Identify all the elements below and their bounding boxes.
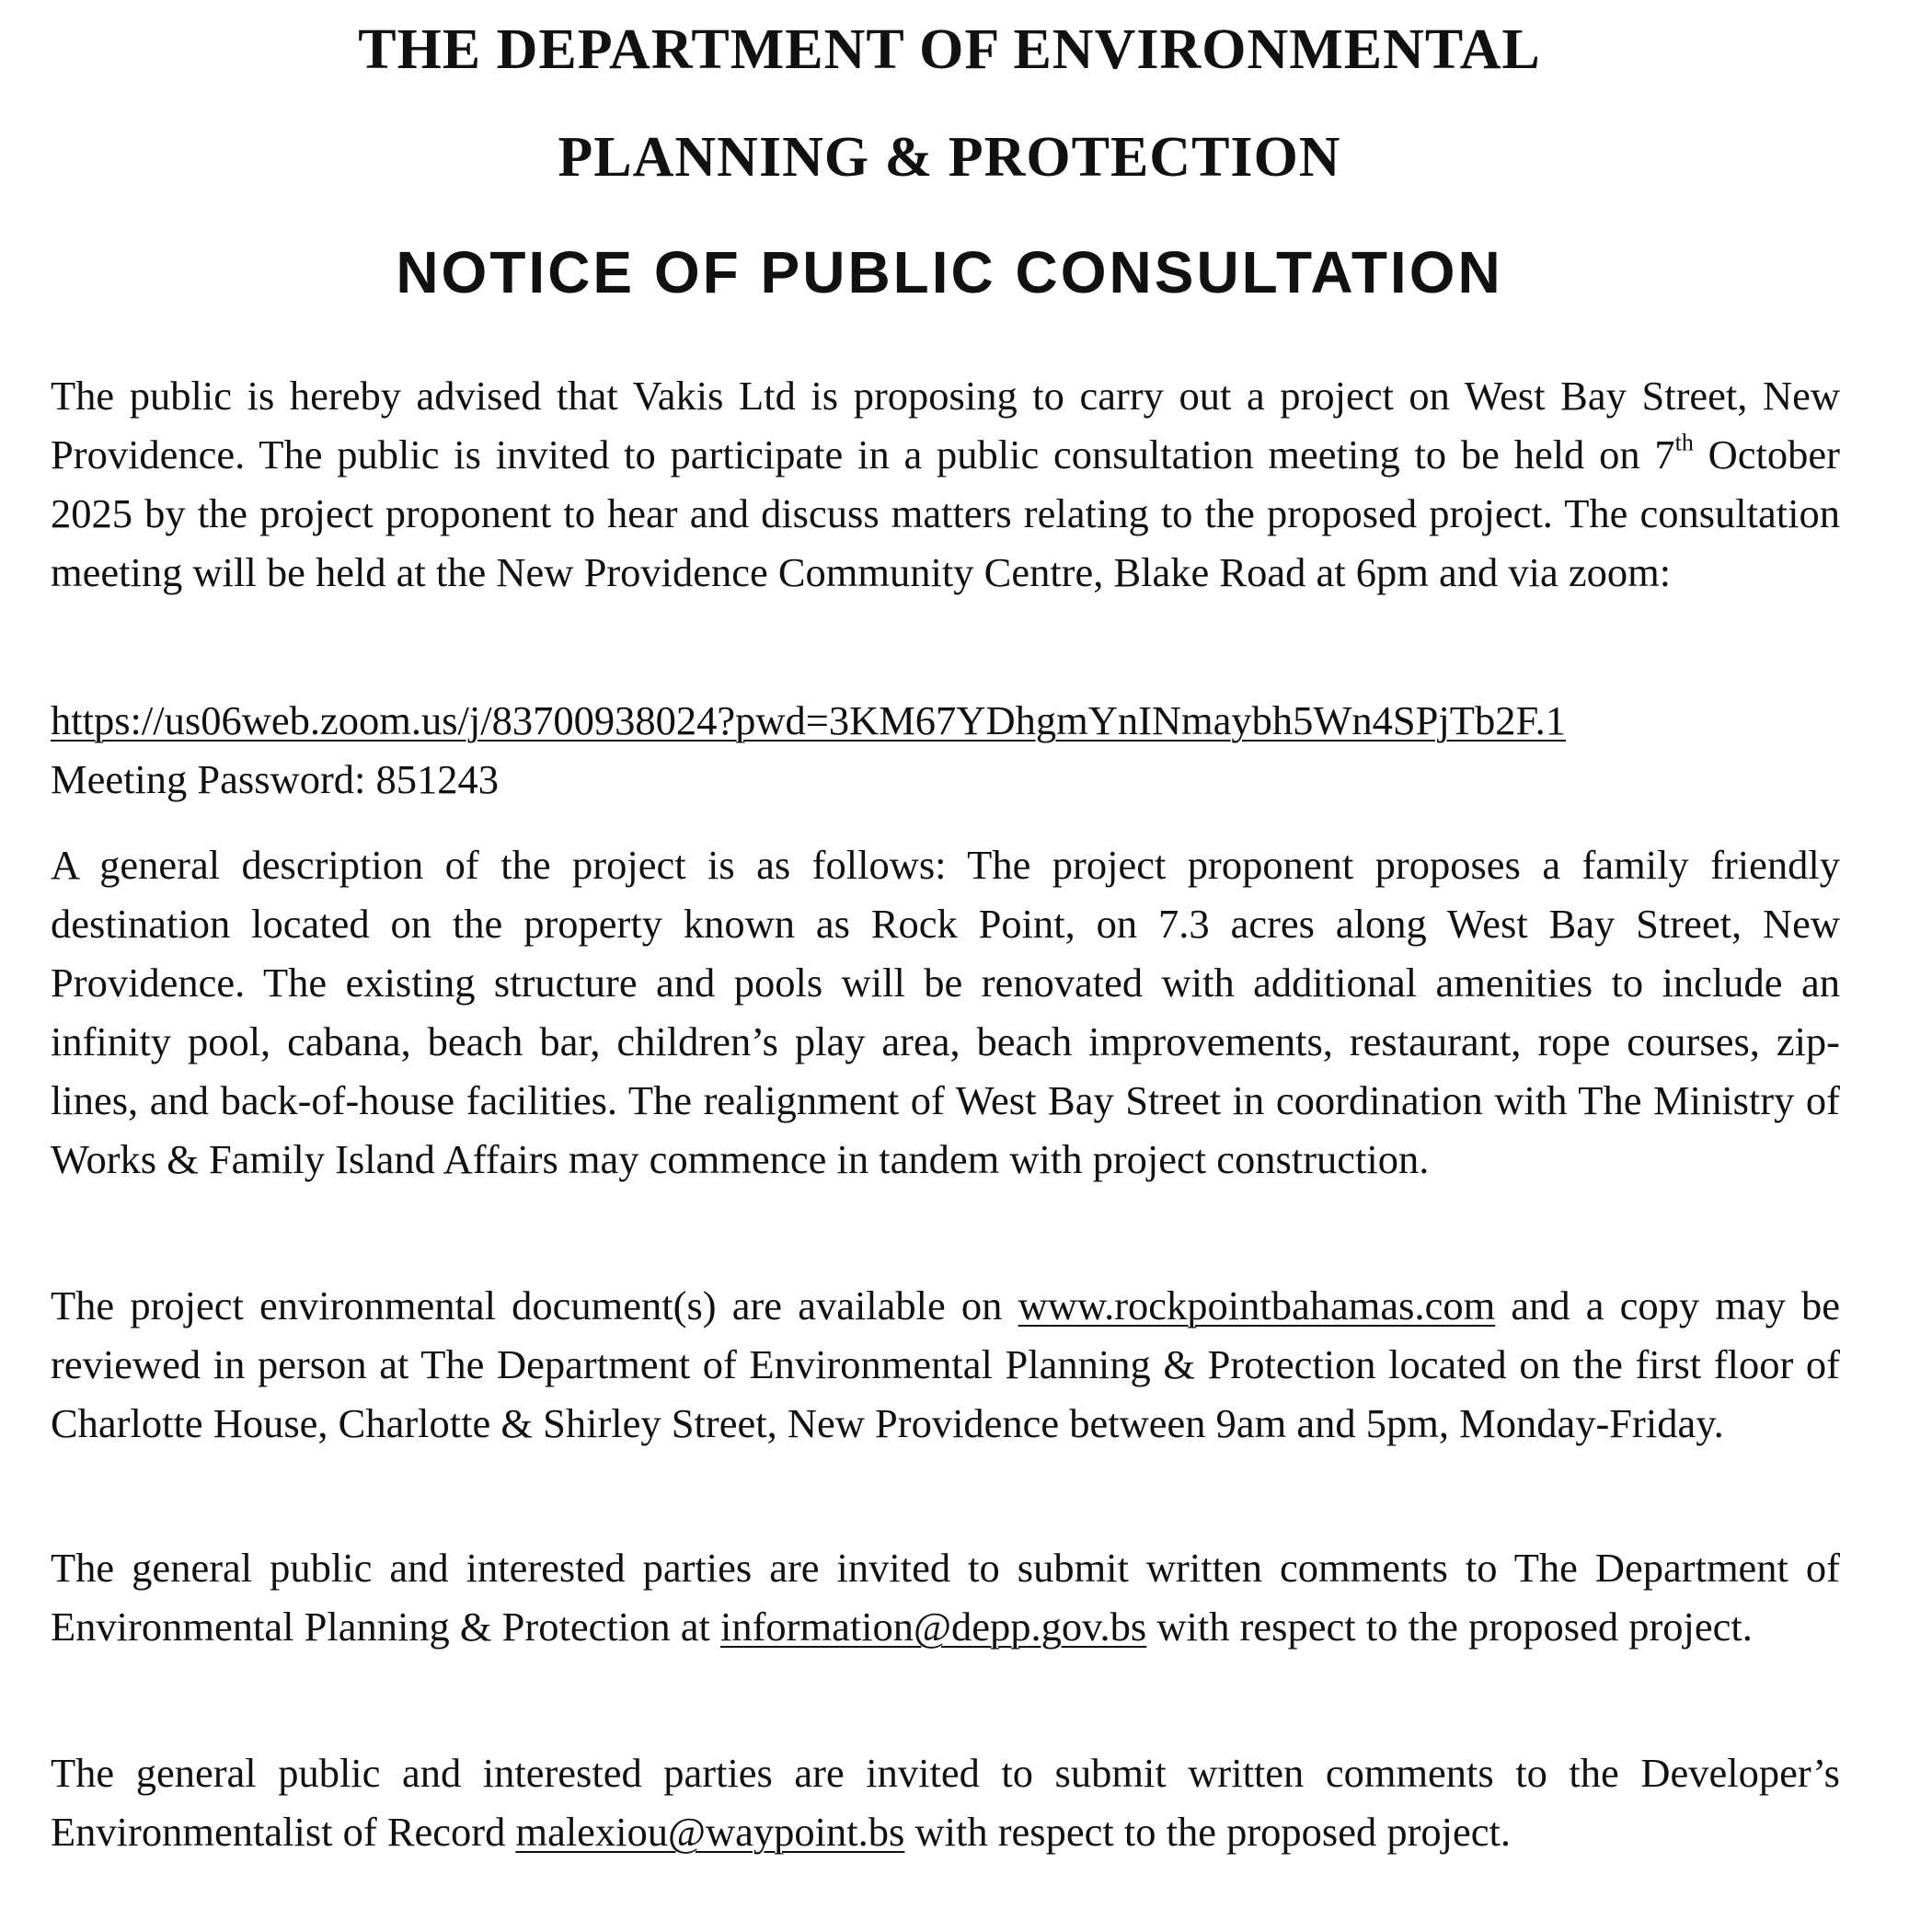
documents-availability-paragraph	[51, 1276, 1840, 1453]
announcement-text-end: October 2025 by the project proponent to hear and discuss matters relating to the proposed project. The consultation meeting will be held at the New Providence Community Centre, Blake Road at 6pm and via zoom:	[51, 431, 1840, 595]
department-comments-text-start: The general public and interested parties are invited to submit written comments to The Department of Environmental Planning & Protection at	[51, 1545, 1840, 1650]
documents-text-end: and a copy may be reviewed in person at The Department of Environmental Planning & Protection located on the first floor of Charlotte House, Charlotte & Shirley Street, New Providence between 9am and 5pm, Monday-Friday.	[51, 1282, 1840, 1446]
developer-comments-paragraph	[51, 1743, 1840, 1861]
department-title-line-1: THE DEPARTMENT OF ENVIRONMENTAL	[358, 18, 1541, 81]
date-ordinal-suffix: th	[1674, 429, 1694, 456]
zoom-details	[51, 691, 1840, 809]
developer-comments-text-end: with respect to the proposed project.	[904, 1809, 1512, 1855]
documents-text-start: The project environmental document(s) are available on	[51, 1282, 1018, 1328]
announcement-text-start: The public is hereby advised that Vakis Ltd is proposing to carry out a project on West Bay Street, New Providence. The public is invited to participate in a public consultation meeting to be held on 7	[51, 373, 1840, 477]
project-description-paragraph: A general description of the project is as follows: The project proponent proposes a family friendly destination located on the property known as Rock Point, on 7.3 acres along West Bay Street, New Providence. The existing structure and pools will be renovated with additional amenities to include an infinity pool, cabana, beach bar, children’s play area, beach improvements, restaurant, rope courses, zip-lines, and back-of-house facilities. The realignment of West Bay Street in coordination with The Ministry of Works & Family Island Affairs may commence in tandem with project construction.	[51, 842, 1840, 1182]
department-comments-paragraph	[51, 1538, 1840, 1656]
meeting-password: Meeting Password: 851243	[51, 756, 500, 802]
developer-email-link[interactable]: malexiou@waypoint.bs	[515, 1809, 905, 1855]
department-title-line-2: PLANNING & PROTECTION	[558, 126, 1341, 189]
department-email-link[interactable]: information@depp.gov.bs	[719, 1604, 1147, 1650]
developer-comments-text-start: The general public and interested parties are invited to submit written comments to the Developer’s Environmentalist of Record	[51, 1750, 1840, 1855]
project-website-link[interactable]: www.rockpointbahamas.com	[1018, 1282, 1496, 1328]
department-comments-text-end: with respect to the proposed project.	[1146, 1604, 1753, 1650]
notice-title: NOTICE OF PUBLIC CONSULTATION	[396, 239, 1503, 305]
zoom-meeting-link[interactable]: https://us06web.zoom.us/j/83700938024?pwd=3KM67YDhgmYnINmaybh5Wn4SPjTb2F.1	[51, 697, 1566, 743]
meeting-announcement-paragraph	[51, 366, 1840, 602]
